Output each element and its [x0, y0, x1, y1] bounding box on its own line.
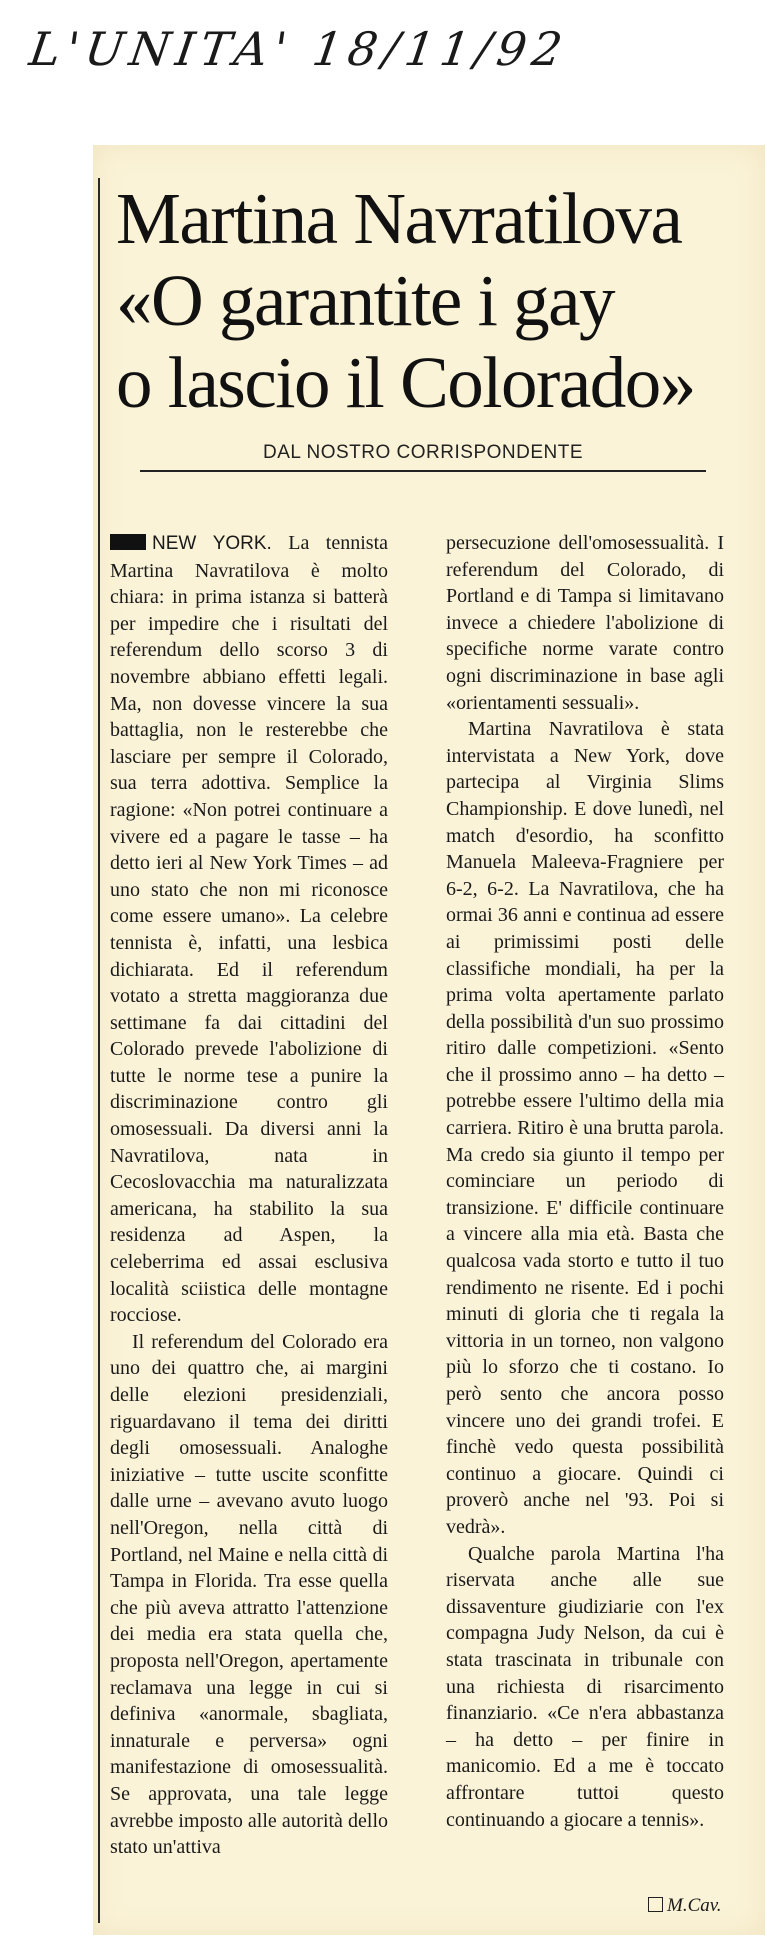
column-rule-left [98, 178, 100, 1923]
signature-text: M.Cav. [667, 1895, 722, 1916]
article-column-1 [110, 530, 388, 1861]
handwritten-source-note: L'UNITA' 18/11/92 [26, 22, 572, 76]
article-paragraph: Il referendum del Colorado era uno dei quattro che, ai margini delle elezioni presidenziali, riguardavano il tema dei diritti degli omosessuali. Analoghe iniziative – tutte uscite sconfitte dalle urne – avevano avuto luogo nell'Oregon, nella città di Portland, nel Maine e nella città di Tampa in Florida. Tra esse quella che più aveva attratto l'attenzione dei media era stata quella che, proposta nell'Oregon, apertamente reclamava una legge in cui si definiva «anormale, sbagliata, innaturale e perversa» ogni manifestazione di omosessualità. Se approvata, una tale legge avrebbe imposto alle autorità dello stato un'attiva [110, 1330, 388, 1859]
article-paragraph: persecuzione dell'omosessualità. I referendum del Colorado, di Portland e di Tampa si limitavano invece a chiedere l'abolizione di specifiche norme varate contro ogni discriminazione in base agli «orientamenti sessuali». [446, 532, 724, 714]
headline-line-2: «O garantite i gay [116, 260, 615, 341]
article-paragraph [110, 530, 388, 1329]
article-paragraph: Qualche parola Martina l'ha riservata anche alle sue dissaventure giudiziarie con l'ex compagna Judy Nelson, da cui è stata trascinata in tribunale con una richiesta di risarcimento finanziario. «Ce n'era abbastanza – ha detto – per finire in manicomio. Ed a me è toccato affrontare tuttoi questo continuando a giocare a tennis». [446, 1542, 724, 1831]
author-signature [648, 1895, 722, 1917]
dateline-marker-icon [110, 534, 146, 550]
paragraph-text: La tennista Martina Navratilova è molto chiara: in prima istanza si batterà per impedire che i risultati del referendum dello scorso 3 di novembre abbiano effetti legali. Ma, non dovesse vincere la sua battaglia, non le resterebbe che lasciare per sempre il Colorado, sua terra adottiva. Semplice la ragione: «Non potrei continuare a vivere ed a pagare le tasse – ha detto ieri al New York Times – ad uno stato che non mi riconosce come essere umano». La celebre tennista è, infatti, una lesbica dichiarata. Ed il referendum votato a stretta maggioranza due settimane fa dai cittadini del Colorado prevede l'abolizione di tutte le norme tese a punire la discriminazione contro gli omosessuali. Da diversi anni la Navratilova, nata in Cecoslovacchia ma naturalizzata americana, ha stabilito la sua residenza ad Aspen, la celeberrima ed assai esclusiva località sciistica delle montagne rocciose. [110, 532, 388, 1327]
byline: DAL NOSTRO CORRISPONDENTE [262, 442, 584, 463]
article-paragraph: Martina Navratilova è stata intervistata a New York, dove partecipa al Virginia Slims Championship. E dove lunedì, nel match d'esordio, ha sconfitto Manuela Maleeva-Fragniere per 6-2, 6-2. La Navratilova, che ha ormai 36 anni e continua ad essere ai primissimi posti delle classifiche mondiali, ha per la prima volta apertamente parlato della possibilità d'un suo prossimo ritiro dalle competizioni. «Sento che il prossimo anno – ha detto – potrebbe essere l'ultimo della mia carriera. Ritiro è una brutta parola. Ma credo sia giunto il tempo per cominciare un periodo di transizione. E' difficile continuare a vincere alla mia età. Basta che qualcosa vada storto e tutto il tuo rendimento ne risente. Ed i pochi minuti di gloria che ti regala la vittoria in un torneo, non valgono più lo sforzo che ti costano. Io però sento che ancora posso vincere uno dei grandi trofei. E finchè vedo questa possibilità continuo a giocare. Quindi ci proverò anche nel '93. Poi si vedrà». [446, 718, 724, 1538]
headline-line-3: o lascio il Colorado» [116, 342, 695, 423]
headline-line-1: Martina Navratilova [116, 178, 682, 259]
byline-divider [140, 470, 706, 472]
headline [116, 178, 756, 424]
article-column-2 [446, 530, 724, 1833]
signature-box-icon [648, 1897, 663, 1912]
dateline: NEW YORK. [152, 533, 272, 554]
